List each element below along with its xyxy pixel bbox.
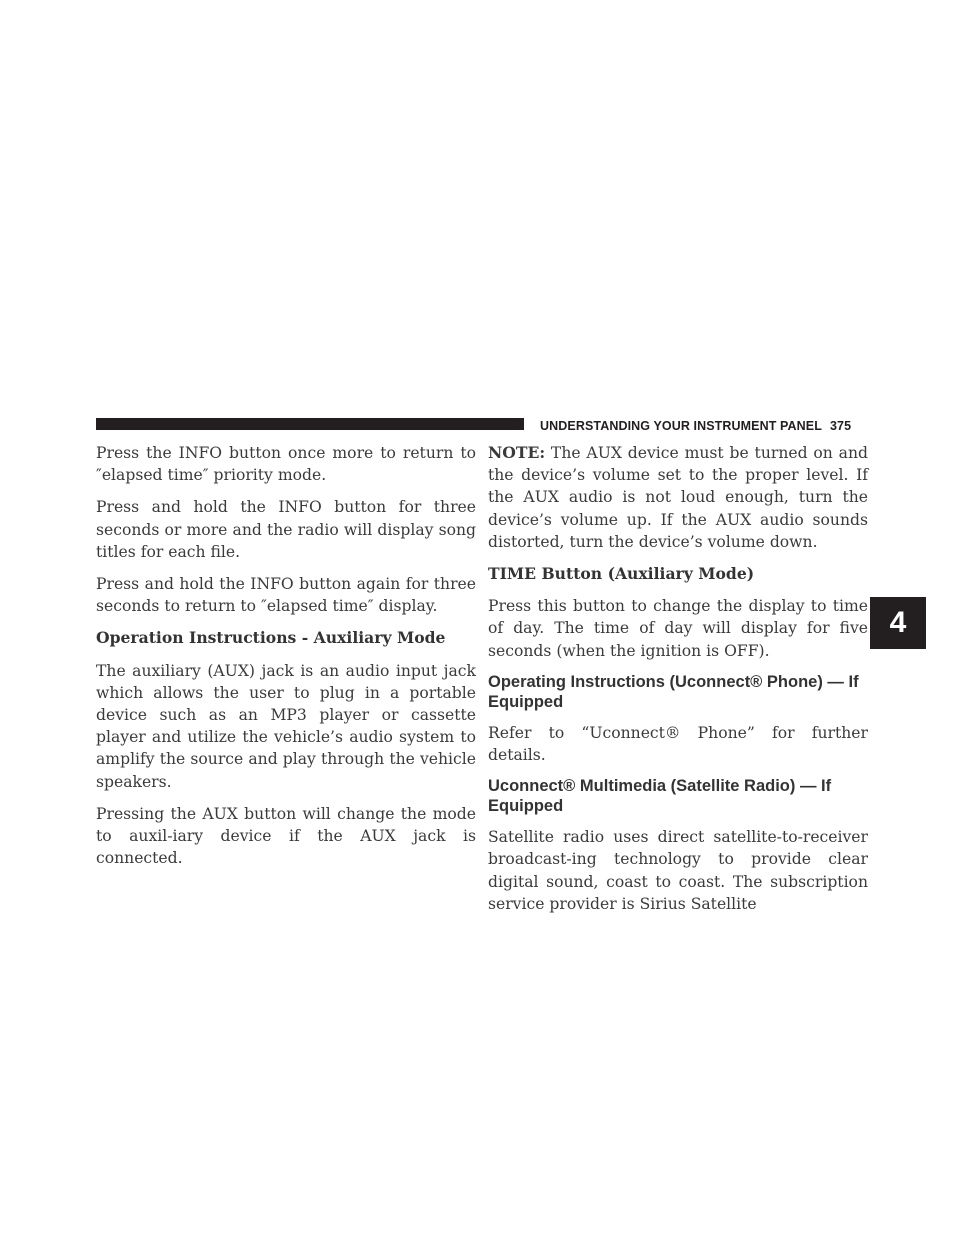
section-heading: Operating Instructions (Uconnect® Phone) — If Equipped bbox=[488, 672, 859, 711]
page-number: 375 bbox=[829, 419, 852, 433]
section-heading: Operation Instructions - Auxiliary Mode bbox=[96, 628, 446, 648]
paragraph: Satellite radio uses direct satellite-to-receiver broadcast-ing technology to provide clear digital sound, coast to coast. The subscription service provider is Sirius Satellite bbox=[488, 828, 868, 913]
section-heading: TIME Button (Auxiliary Mode) bbox=[488, 564, 755, 584]
chapter-tab: 4 bbox=[870, 597, 926, 649]
note-paragraph bbox=[488, 442, 868, 553]
paragraph: The auxiliary (AUX) jack is an audio input jack which allows the user to plug in a portable device such as an MP3 player or cassette player and utilize the vehicle’s audio system to amplify the source and play through the vehicle speakers. bbox=[96, 661, 476, 791]
note-text: The AUX device must be turned on and the device’s volume set to the proper level. If the AUX audio is not loud enough, turn the device’s volume up. If the AUX audio sounds distorted, turn the device’s volume down. bbox=[488, 444, 868, 551]
paragraph: Press the INFO button once more to return to ″elapsed time″ priority mode. bbox=[96, 444, 476, 485]
note-label: NOTE: bbox=[488, 443, 546, 462]
section-heading: Uconnect® Multimedia (Satellite Radio) — If Equipped bbox=[488, 777, 832, 816]
paragraph: Press and hold the INFO button for three seconds or more and the radio will display song titles for each file. bbox=[96, 498, 476, 561]
running-header bbox=[540, 418, 851, 434]
section-title: UNDERSTANDING YOUR INSTRUMENT PANEL bbox=[540, 419, 822, 433]
paragraph: Press and hold the INFO button again for three seconds to return to ″elapsed time″ display. bbox=[96, 575, 476, 616]
left-column bbox=[96, 442, 476, 879]
right-column bbox=[488, 442, 868, 925]
paragraph: Refer to “Uconnect® Phone” for further details. bbox=[488, 723, 868, 765]
paragraph: Pressing the AUX button will change the mode to auxil-iary device if the AUX jack is connected. bbox=[96, 804, 476, 868]
paragraph: Press this button to change the display to time of day. The time of day will display for five seconds (when the ignition is OFF). bbox=[488, 597, 868, 660]
header-rule bbox=[96, 418, 524, 430]
